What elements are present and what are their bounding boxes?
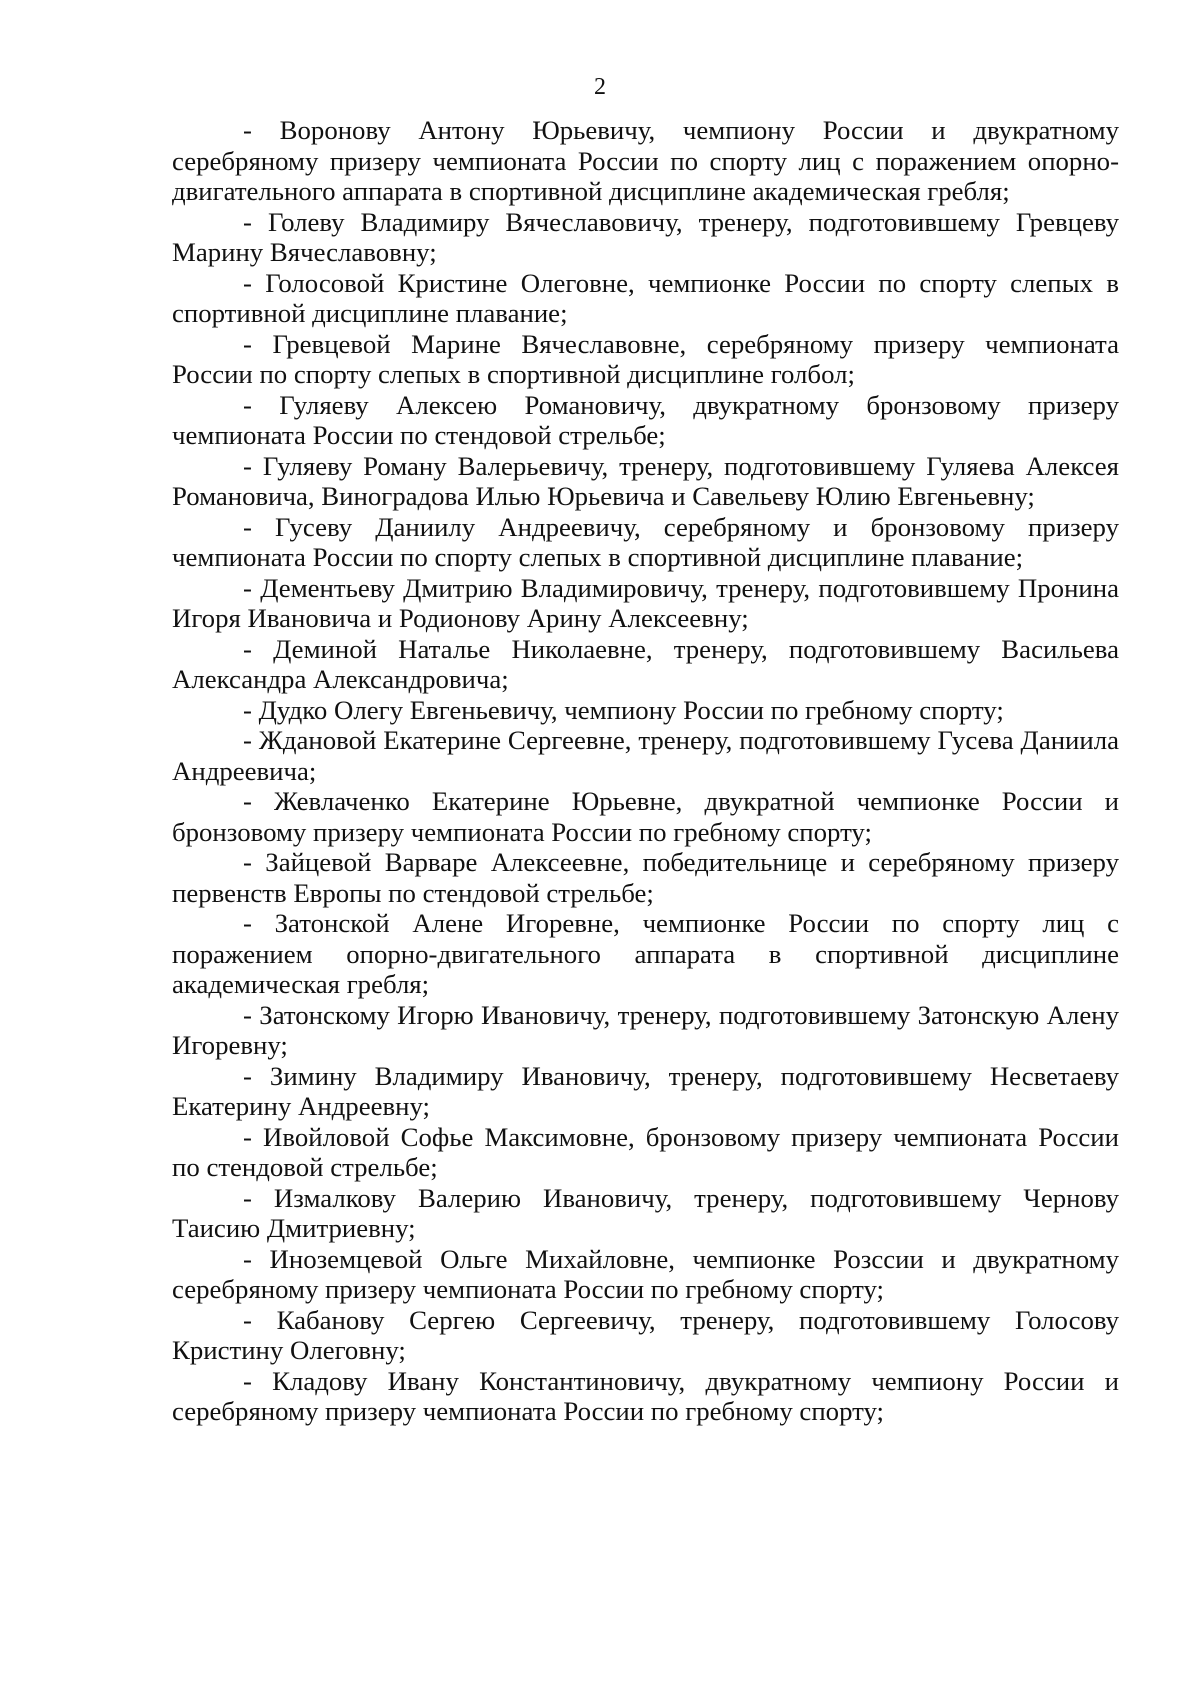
list-item: - Голеву Владимиру Вячеславовичу, тренеру, подготовившему Гревцеву Марину Вячеславовну;: [172, 206, 1119, 267]
list-item: - Затонскому Игорю Ивановичу, тренеру, подготовившему Затонскую Алену Игоревну;: [172, 999, 1119, 1060]
list-item: - Деминой Наталье Николаевне, тренеру, подготовившему Васильева Александра Александровича;: [172, 633, 1119, 694]
list-item: - Дементьеву Дмитрию Владимировичу, тренеру, подготовившему Пронина Игоря Ивановича и Родионову Арину Алексеевну;: [172, 572, 1119, 633]
award-list: [172, 115, 1119, 1427]
list-item: - Дудко Олегу Евгеньевичу, чемпиону России по гребному спорту;: [243, 694, 1004, 725]
list-item: - Гуляеву Алексею Романовичу, двукратному бронзовому призеру чемпионата России по стендовой стрельбе;: [172, 389, 1119, 450]
list-item: - Жевлаченко Екатерине Юрьевне, двукратной чемпионке России и бронзовому призеру чемпионата России по гребному спорту;: [172, 786, 1119, 847]
list-item: - Воронову Антону Юрьевичу, чемпиону России и двукратному серебряному призеру чемпионата России по спорту лиц с поражением опорно-двигательного аппарата в спортивной дисциплине академическая гребля;: [172, 115, 1119, 206]
list-item: - Голосовой Кристине Олеговне, чемпионке России по спорту слепых в спортивной дисциплине плавание;: [172, 267, 1119, 328]
list-item: - Гревцевой Марине Вячеславовне, серебряному призеру чемпионата России по спорту слепых в спортивной дисциплине голбол;: [172, 328, 1119, 389]
list-item: - Иноземцевой Ольге Михайловне, чемпионке Розссии и двукратному серебряному призеру чемпионата России по гребному спорту;: [172, 1243, 1119, 1304]
list-item: - Гуляеву Роману Валерьевичу, тренеру, подготовившему Гуляева Алексея Романовича, Виноградова Илью Юрьевича и Савельеву Юлию Евгеньевну;: [172, 450, 1119, 511]
list-item: - Зайцевой Варваре Алексеевне, победительнице и серебряному призеру первенств Европы по стендовой стрельбе;: [172, 847, 1119, 908]
list-item: - Измалкову Валерию Ивановичу, тренеру, подготовившему Чернову Таисию Дмитриевну;: [172, 1182, 1119, 1243]
list-item: - Кладову Ивану Константиновичу, двукратному чемпиону России и серебряному призеру чемпионата России по гребному спорту;: [172, 1365, 1119, 1426]
list-item: - Кабанову Сергею Сергеевичу, тренеру, подготовившему Голосову Кристину Олеговну;: [172, 1304, 1119, 1365]
page-number: 2: [594, 74, 606, 100]
list-item: - Ивойловой Софье Максимовне, бронзовому призеру чемпионата России по стендовой стрельбе;: [172, 1121, 1119, 1182]
list-item: - Зимину Владимиру Ивановичу, тренеру, подготовившему Несветаеву Екатерину Андреевну;: [172, 1060, 1119, 1121]
list-item: - Гусеву Даниилу Андреевичу, серебряному и бронзовому призеру чемпионата России по спорту слепых в спортивной дисциплине плавание;: [172, 511, 1119, 572]
list-item: - Ждановой Екатерине Сергеевне, тренеру, подготовившему Гусева Даниила Андреевича;: [172, 725, 1119, 786]
list-item: - Затонской Алене Игоревне, чемпионке России по спорту лиц с поражением опорно-двигательного аппарата в спортивной дисциплине академическая гребля;: [172, 908, 1119, 999]
